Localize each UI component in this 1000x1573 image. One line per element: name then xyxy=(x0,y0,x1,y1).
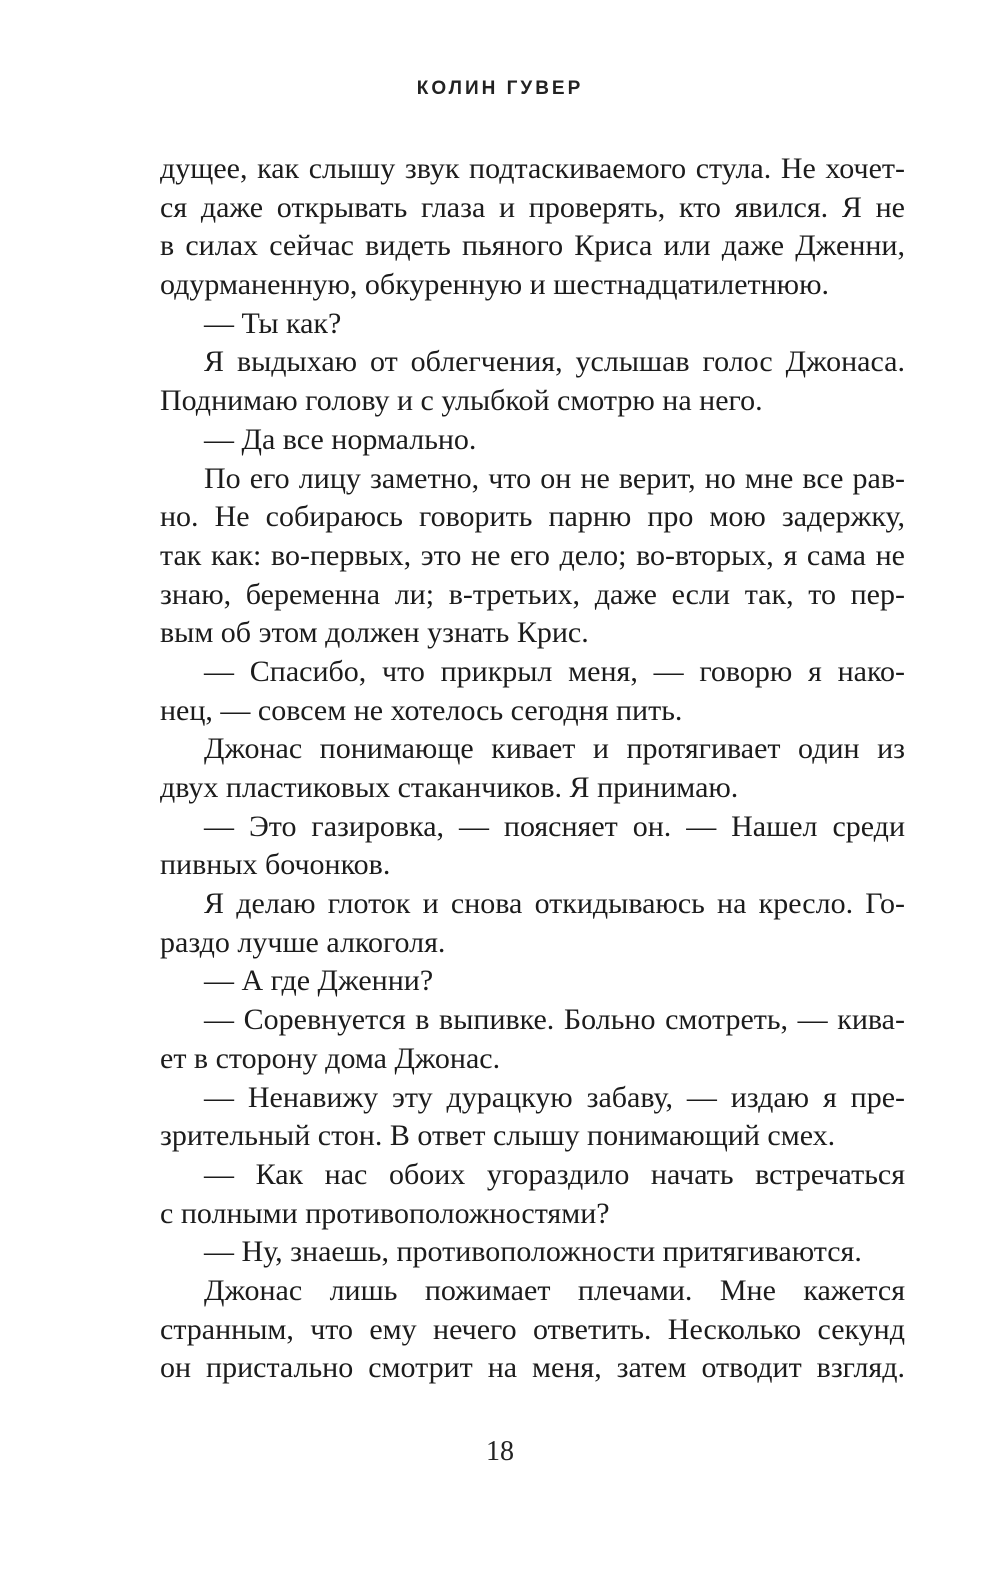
text-line: ет в сторону дома Джонас. xyxy=(160,1041,501,1075)
page-number: 18 xyxy=(486,1436,514,1467)
text-line: вым об этом должен узнать Крис. xyxy=(160,616,589,650)
text-line: ся даже открывать глаза и проверять, кто явился. Я не xyxy=(160,190,905,224)
text-line: так как: во-первых, это не его дело; во-вторых, я сама не xyxy=(160,538,905,572)
text-line: одурманенную, обкуренную и шестнадцатилетнюю. xyxy=(160,268,829,302)
text-line: Поднимаю голову и с улыбкой смотрю на него. xyxy=(160,384,763,418)
text-line: странным, что ему нечего ответить. Несколько секунд xyxy=(160,1312,905,1346)
text-line: дущее, как слышу звук подтаскиваемого стула. Не хочет- xyxy=(160,152,905,185)
text-line: в силах сейчас видеть пьяного Криса или даже Дженни, xyxy=(160,229,905,263)
text-line: — Спасибо, что прикрыл меня, — говорю я нако- xyxy=(204,654,905,688)
text-line: зрительный стон. В ответ слышу понимающий смех. xyxy=(160,1119,836,1153)
text-line: раздо лучше алкоголя. xyxy=(160,925,446,959)
text-line: нец, — совсем не хотелось сегодня пить. xyxy=(160,693,683,727)
text-line: с полными противоположностями? xyxy=(160,1196,610,1230)
text-line: — Да все нормально. xyxy=(204,422,477,456)
text-line: — Ты как? xyxy=(204,306,342,340)
text-line: Я выдыхаю от облегчения, услышав голос Джонаса. xyxy=(204,345,905,379)
text-line: знаю, беременна ли; в-третьих, даже если так, то пер- xyxy=(160,577,905,611)
text-line: — Как нас обоих угораздило начать встречаться xyxy=(204,1157,905,1191)
text-line: но. Не собираюсь говорить парню про мою задержку, xyxy=(160,500,905,534)
text-line: он пристально смотрит на меня, затем отводит взгляд. xyxy=(160,1351,905,1385)
text-line: — Соревнуется в выпивке. Больно смотреть, — кива- xyxy=(204,1003,905,1037)
running-head-author: КОЛИН ГУВЕР xyxy=(416,78,584,99)
text-line: Я делаю глоток и снова откидываюсь на кресло. Го- xyxy=(204,887,905,921)
text-line: — А где Дженни? xyxy=(204,964,434,998)
text-line: Джонас лишь пожимает плечами. Мне кажется xyxy=(204,1273,905,1307)
body-text xyxy=(160,150,905,1388)
text-line: двух пластиковых стаканчиков. Я принимаю. xyxy=(160,771,739,804)
text-line: По его лицу заметно, что он не верит, но мне все рав- xyxy=(204,461,905,495)
text-line: — Ненавижу эту дурацкую забаву, — издаю я пре- xyxy=(204,1080,905,1114)
text-line: — Это газировка, — поясняет он. — Нашел среди xyxy=(204,809,905,843)
text-line: — Ну, знаешь, противоположности притягиваются. xyxy=(204,1235,862,1269)
text-line: Джонас понимающе кивает и протягивает один из xyxy=(204,732,905,766)
text-line: пивных бочонков. xyxy=(160,848,391,882)
